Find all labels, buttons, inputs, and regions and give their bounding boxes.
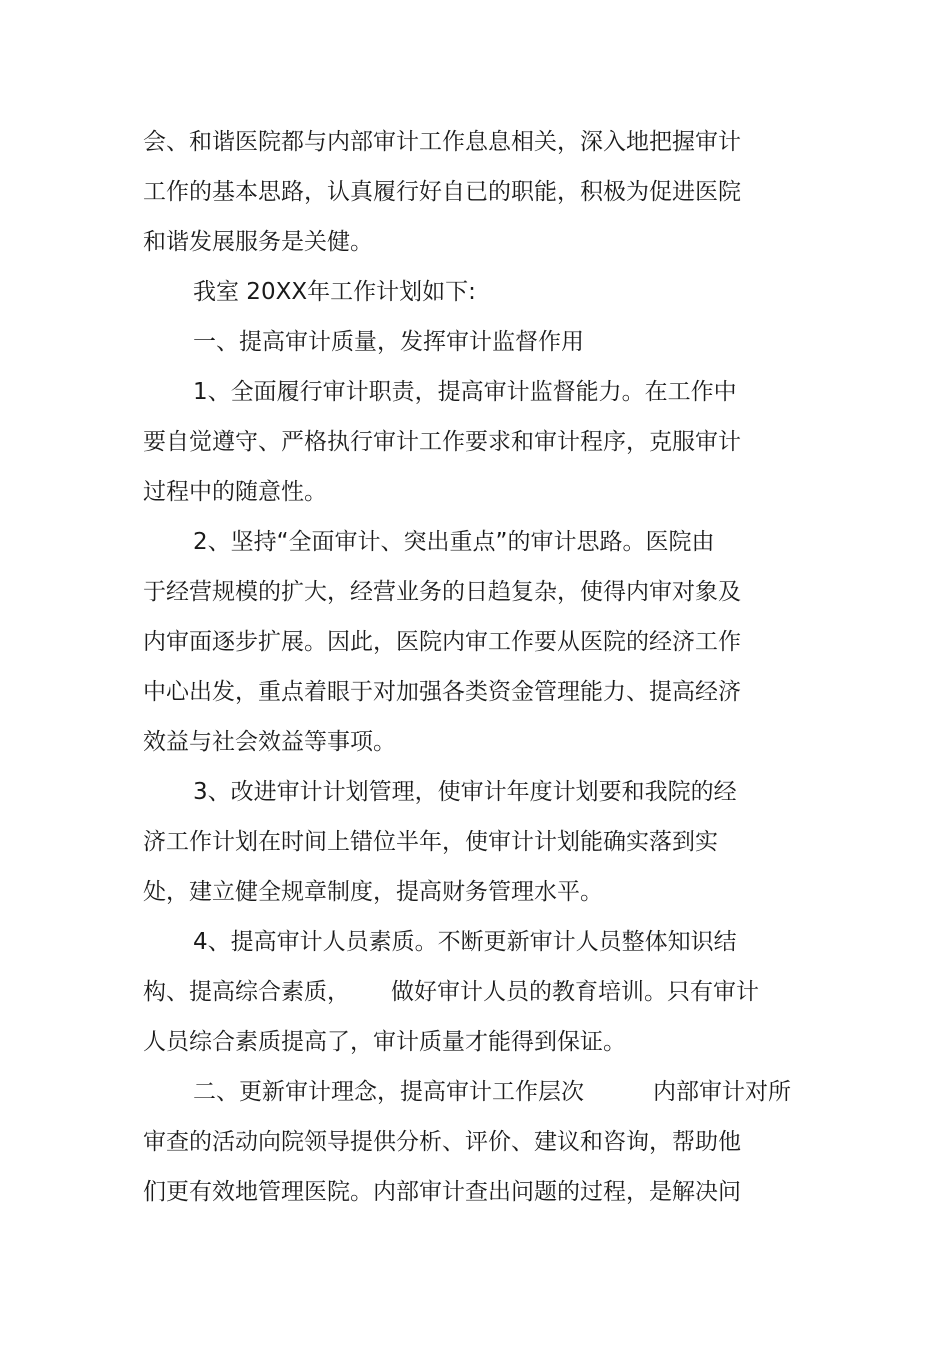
text-line-9: 2、坚持“全面审计、突出重点”的审计思路。医院由	[193, 529, 715, 555]
text-line-19: 人员综合素质提高了，审计质量才能得到保证。	[143, 1029, 626, 1055]
text-line-22: 们更有效地管理医院。内部审计查出问题的过程，是解决问	[143, 1179, 741, 1205]
text-line-12: 中心出发，重点着眼于对加强各类资金管理能力、提高经济	[143, 679, 741, 705]
text-line-2: 工作的基本思路，认真履行好自已的职能，积极为促进医院	[143, 179, 741, 205]
text-line-14: 3、改进审计计划管理，使审计年度计划要和我院的经	[193, 779, 737, 805]
text-line-3: 和谐发展服务是关健。	[143, 229, 373, 255]
text-line-8: 过程中的随意性。	[143, 479, 327, 505]
section-heading-2: 二、更新审计理念，提高审计工作层次	[193, 1079, 584, 1105]
text-line-18a: 构、提高综合素质，	[143, 979, 350, 1005]
text-line-10: 于经营规模的扩大，经营业务的日趋复杂，使得内审对象及	[143, 579, 741, 605]
text-line-6: 1、全面履行审计职责，提高审计监督能力。在工作中	[193, 379, 737, 405]
text-line-17: 4、提高审计人员素质。不断更新审计人员整体知识结	[193, 929, 737, 955]
text-line-21: 审查的活动向院领导提供分析、评价、建议和咨询，帮助他	[143, 1129, 741, 1155]
text-line-13: 效益与社会效益等事项。	[143, 729, 396, 755]
section-heading-1: 一、提高审计质量，发挥审计监督作用	[193, 329, 584, 355]
text-line-7: 要自觉遵守、严格执行审计工作要求和审计程序，克服审计	[143, 429, 741, 455]
text-line-20b: 内部审计对所	[653, 1079, 791, 1105]
text-line-11: 内审面逐步扩展。因此，医院内审工作要从医院的经济工作	[143, 629, 741, 655]
text-line-15: 济工作计划在时间上错位半年，使审计计划能确实落到实	[143, 829, 718, 855]
text-line-1: 会、和谐医院都与内部审计工作息息相关，深入地把握审计	[143, 129, 741, 155]
text-line-4: 我室 20XX年工作计划如下:	[193, 279, 476, 305]
text-line-16: 处，建立健全规章制度，提高财务管理水平。	[143, 879, 603, 905]
text-line-18b: 做好审计人员的教育培训。只有审计	[391, 979, 759, 1005]
